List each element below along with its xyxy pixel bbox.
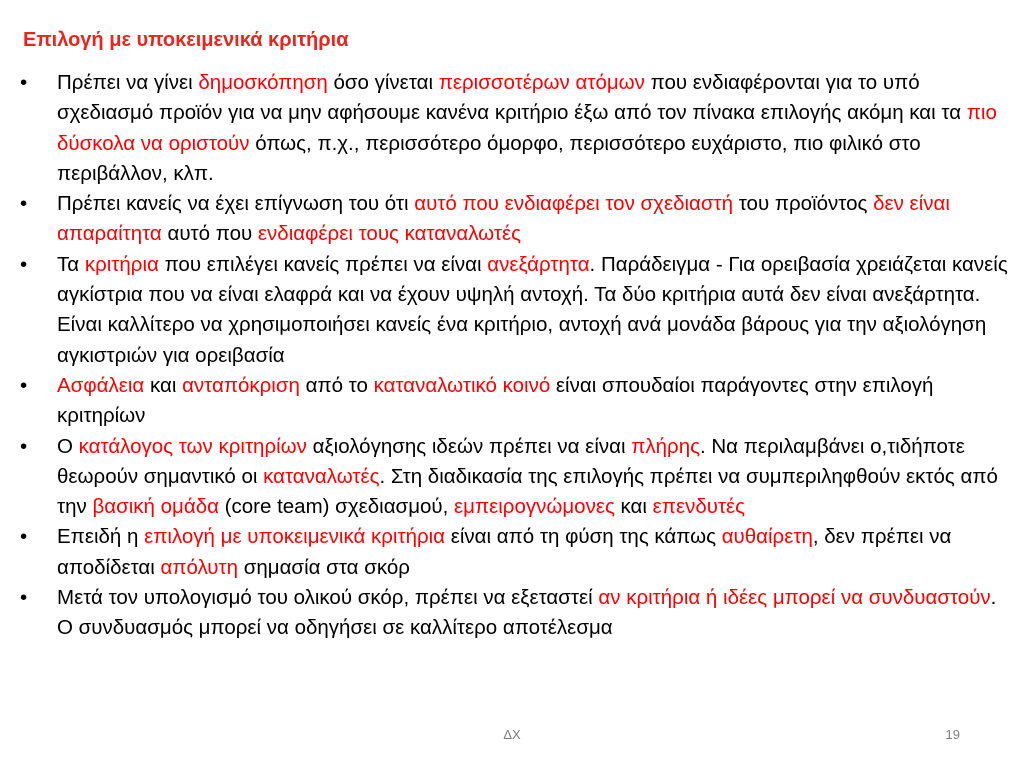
bullet-marker: • bbox=[20, 434, 28, 458]
body-text: αξιολόγησης ιδεών πρέπει να είναι bbox=[306, 434, 632, 458]
highlighted-text: αν κριτήρια ή ιδέες μπορεί να συνδυαστούν bbox=[598, 586, 991, 610]
bullet-marker: • bbox=[20, 192, 28, 216]
body-text: από το bbox=[299, 373, 374, 397]
highlighted-text: επενδυτές bbox=[652, 495, 746, 519]
bullet-item bbox=[0, 522, 1024, 583]
highlighted-text: κατάλογος των κριτηρίων bbox=[78, 434, 307, 458]
highlighted-text: κριτήρια bbox=[84, 252, 159, 276]
bullet-item bbox=[0, 371, 1024, 432]
body-text: Πρέπει να γίνει bbox=[57, 71, 199, 94]
highlighted-text: βασική ομάδα bbox=[92, 495, 219, 519]
bullet-item bbox=[0, 189, 1024, 250]
body-text: που ενδιαφέρονται για το υπό σχεδιασμό προϊόν για να μην αφήσουμε κανένα κριτήριο έξω από τον πίνακα επιλογής ακόμη και τα bbox=[57, 71, 967, 125]
highlighted-text: επιλογή με υποκειμενικά κριτήρια bbox=[144, 525, 446, 549]
body-text: . Παράδειγμα - Για ορειβασία χρειάζεται κανείς αγκίστρια που να είναι ελαφρά και να έχουν υψηλή αντοχή. Τα δύο κριτήρια αυτά δεν είναι ανεξάρτητα. Είναι καλλίτερο να χρησιμοποιήσει κανείς ένα κριτήριο, αντοχή ανά μονάδα βάρους για την αξιολόγηση αγκιστριών για ορειβασία bbox=[57, 252, 1008, 367]
highlighted-text: δεν είναι απαραίτητα bbox=[57, 192, 950, 246]
highlighted-text: πλήρης bbox=[631, 434, 700, 458]
highlighted-text: εμπειρογνώμονες bbox=[454, 495, 615, 519]
highlighted-text: καταναλωτές bbox=[263, 464, 380, 488]
footer-author: ΔΧ bbox=[503, 727, 521, 742]
body-text: όσο γίνεται bbox=[327, 71, 439, 94]
highlighted-text: δημοσκόπηση bbox=[198, 71, 328, 94]
body-text: . Να περιλαμβάνει ο,τιδήποτε θεωρούν σημαντικό οι bbox=[57, 434, 965, 488]
highlighted-text: πιο δύσκολα να οριστούν bbox=[57, 101, 997, 155]
highlighted-text: ανταπόκριση bbox=[182, 373, 300, 397]
highlighted-text: Ασφάλεια bbox=[57, 373, 145, 397]
highlighted-text: απόλυτη bbox=[160, 555, 239, 579]
highlighted-text: ανεξάρτητα bbox=[487, 252, 590, 276]
bullet-list bbox=[0, 68, 1024, 644]
body-text: (core team) σχεδιασμού, bbox=[218, 495, 455, 519]
highlighted-text: ενδιαφέρει τους καταναλωτές bbox=[257, 222, 521, 246]
body-text: και bbox=[614, 495, 653, 519]
body-text: . Στη διαδικασία της επιλογής πρέπει να συμπεριληφθούν εκτός από την bbox=[57, 464, 998, 519]
highlighted-text: αυθαίρετη bbox=[721, 525, 813, 549]
body-text: σημασία στα σκόρ bbox=[238, 555, 410, 579]
bullet-item bbox=[0, 250, 1024, 371]
bullet-marker: • bbox=[20, 525, 28, 549]
body-text: του προϊόντος bbox=[733, 192, 874, 216]
highlighted-text: καταναλωτικό κοινό bbox=[373, 373, 551, 397]
highlighted-text: περισσοτέρων ατόμων bbox=[438, 71, 645, 94]
bullet-marker: • bbox=[20, 586, 28, 610]
footer-page-number: 19 bbox=[945, 727, 960, 742]
body-text: Μετά τον υπολογισμό του ολικού σκόρ, πρέπει να εξεταστεί bbox=[57, 586, 599, 610]
body-text: είναι από τη φύση της κάπως bbox=[445, 525, 722, 549]
body-text: Ο bbox=[57, 434, 79, 458]
body-text: , δεν πρέπει να αποδίδεται bbox=[57, 525, 952, 579]
bullet-marker: • bbox=[20, 252, 28, 276]
body-text: και bbox=[144, 373, 183, 397]
slide-title: Επιλογή με υποκειμενικά κριτήρια bbox=[23, 29, 349, 51]
body-text: Επειδή η bbox=[57, 525, 145, 549]
body-text: Τα bbox=[57, 252, 85, 276]
bullet-item bbox=[0, 432, 1024, 523]
bullet-marker: • bbox=[20, 373, 28, 397]
bullet-item bbox=[0, 68, 1024, 189]
body-text: είναι σπουδαίοι παράγοντες στην επιλογή κριτηρίων bbox=[57, 373, 934, 428]
bullet-marker: • bbox=[20, 71, 28, 94]
body-text: . Ο συνδυασμός μπορεί να οδηγήσει σε καλλίτερο αποτέλεσμα bbox=[57, 586, 997, 640]
body-text: αυτό που bbox=[161, 222, 258, 246]
body-text: Πρέπει κανείς να έχει επίγνωση του ότι bbox=[57, 192, 415, 216]
highlighted-text: αυτό που ενδιαφέρει τον σχεδιαστή bbox=[414, 192, 734, 216]
body-text: που επιλέγει κανείς πρέπει να είναι bbox=[158, 252, 488, 276]
body-text: όπως, π.χ., περισσότερο όμορφο, περισσότερο ευχάριστο, πιο φιλικό στο περιβάλλον, κλπ. bbox=[57, 131, 921, 185]
bullet-item bbox=[0, 583, 1024, 644]
